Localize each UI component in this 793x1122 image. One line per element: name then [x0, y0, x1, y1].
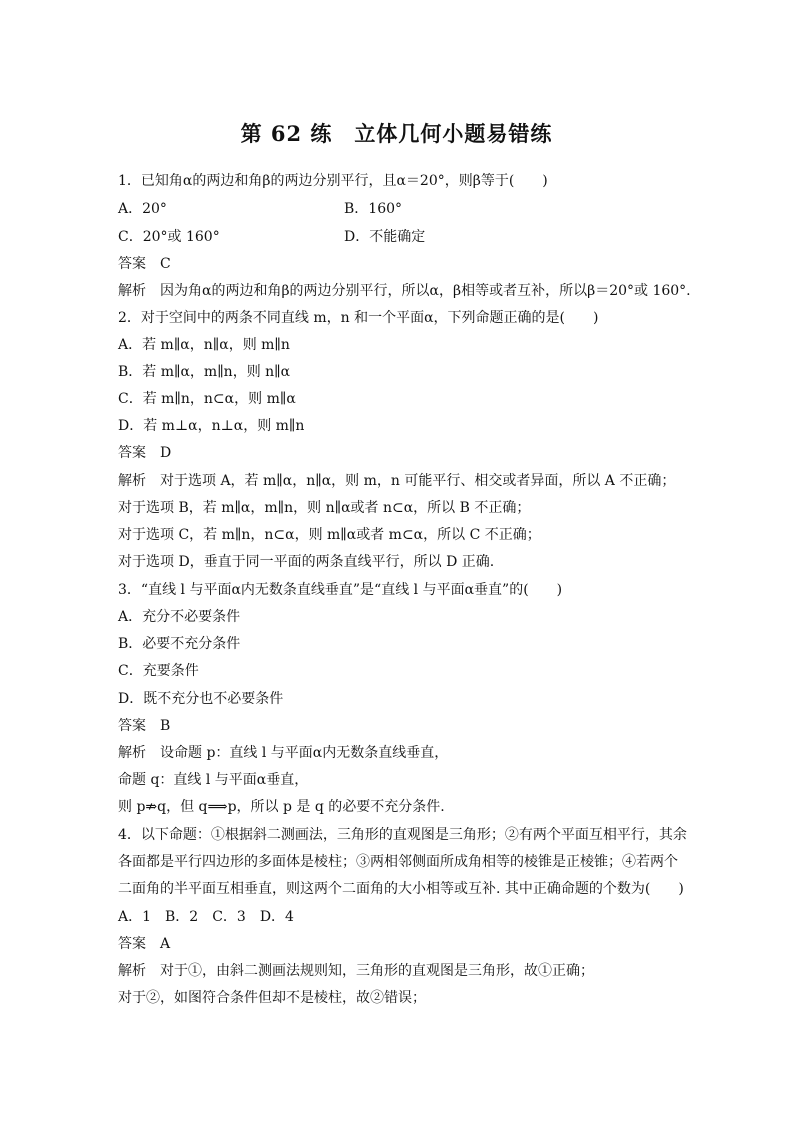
- q1-answer: [118, 255, 171, 273]
- page-title: 第 62 练 立体几何小题易错练: [240, 121, 553, 146]
- q1-option-d: D．不能确定: [344, 229, 426, 245]
- answer-value: A: [160, 936, 171, 952]
- q4-analysis-line-2: 对于②，如图符合条件但却不是棱柱，故②错误；: [118, 990, 426, 1006]
- q3-option-c: C．充要条件: [118, 663, 199, 679]
- q2-option-c: C．若 m∥n，n⊂α，则 m∥α: [118, 391, 296, 407]
- q1-option-b: B．160°: [344, 201, 403, 217]
- q4-answer: [118, 935, 170, 953]
- q3-analysis-line-3: 则 p⇏q，但 q⟹p，所以 p 是 q 的必要不充分条件.: [118, 799, 445, 815]
- q2-analysis-line-4: 对于选项 D，垂直于同一平面的两条直线平行，所以 D 正确.: [118, 554, 495, 570]
- answer-label: 答案: [118, 445, 146, 461]
- answer-value: D: [160, 445, 172, 461]
- answer-value: B: [160, 718, 171, 734]
- q1-option-a: A．20°: [118, 201, 167, 217]
- q3-option-b: B．必要不充分条件: [118, 636, 241, 652]
- q3-analysis-line-1: 解析 设命题 p：直线 l 与平面α内无数条直线垂直，: [118, 745, 449, 761]
- q3-answer: [118, 717, 170, 735]
- q1-option-c: C．20°或 160°: [118, 229, 220, 245]
- q4-stem-line-1: 4．以下命题：①根据斜二测画法，三角形的直观图是三角形；②有两个平面互相平行，其余: [118, 827, 687, 843]
- q4-stem-line-2: 各面都是平行四边形的多面体是棱柱；③两相邻侧面所成角相等的棱锥是正棱锥；④若两个: [118, 854, 678, 870]
- q1-stem: 1．已知角α的两边和角β的两边分别平行，且α＝20°，则β等于( ): [118, 173, 548, 189]
- q2-stem: 2．对于空间中的两条不同直线 m，n 和一个平面α，下列命题正确的是( ): [118, 310, 599, 326]
- answer-value: C: [160, 256, 171, 272]
- answer-label: 答案: [118, 256, 146, 272]
- q2-option-b: B．若 m∥α，m∥n，则 n∥α: [118, 364, 291, 380]
- q2-option-a: A．若 m∥α，n∥α，则 m∥n: [118, 337, 290, 353]
- q1-analysis: 解析 因为角α的两边和角β的两边分别平行，所以α，β相等或者互补，所以β＝20°或 160°.: [118, 283, 691, 299]
- answer-label: 答案: [118, 936, 146, 952]
- answer-label: 答案: [118, 718, 146, 734]
- q2-analysis-line-2: 对于选项 B，若 m∥α，m∥n，则 n∥α或者 n⊂α，所以 B 不正确；: [118, 500, 531, 516]
- q3-stem: 3．“直线 l 与平面α内无数条直线垂直”是“直线 l 与平面α垂直”的( ): [118, 582, 563, 598]
- q4-options: A．1 B．2 C．3 D．4: [118, 909, 294, 925]
- q4-analysis-line-1: 解析 对于①，由斜二测画法规则知，三角形的直观图是三角形，故①正确；: [118, 963, 594, 979]
- q2-analysis-line-3: 对于选项 C，若 m∥n，n⊂α，则 m∥α或者 m⊂α，所以 C 不正确；: [118, 527, 541, 543]
- q2-answer: [118, 444, 171, 462]
- q2-option-d: D．若 m⊥α，n⊥α，则 m∥n: [118, 418, 305, 434]
- q2-analysis-line-1: 解析 对于选项 A，若 m∥α，n∥α，则 m，n 可能平行、相交或者异面，所以 A 不正确；: [118, 473, 676, 489]
- q3-option-a: A．充分不必要条件: [118, 609, 241, 625]
- q3-analysis-line-2: 命题 q：直线 l 与平面α垂直，: [118, 772, 309, 788]
- q3-option-d: D．既不充分也不必要条件: [118, 691, 284, 707]
- q4-stem-line-3: 二面角的半平面互相垂直，则这两个二面角的大小相等或互补. 其中正确命题的个数为( ): [118, 881, 684, 897]
